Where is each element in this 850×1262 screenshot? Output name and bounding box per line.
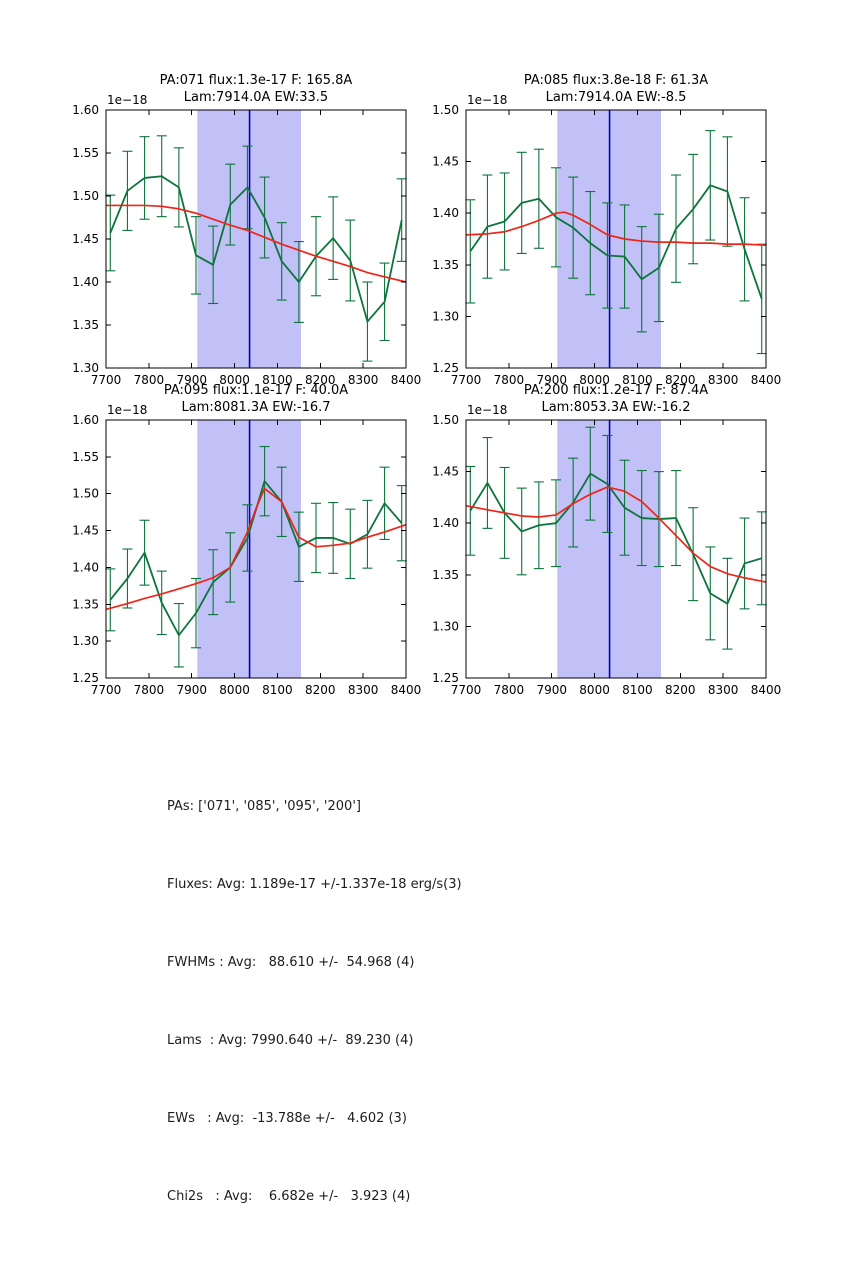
plot-title-line1: PA:071 flux:1.3e-17 F: 165.8A: [159, 73, 353, 88]
x-tick-label: 8000: [219, 373, 250, 387]
y-tick-label: 1.45: [432, 154, 459, 169]
y-tick-label: 1.30: [72, 361, 99, 375]
x-tick-label: 7700: [450, 373, 482, 387]
y-tick-label: 1.50: [432, 103, 459, 117]
y-tick-label: 1.25: [432, 671, 459, 685]
x-tick-label: 8300: [347, 683, 379, 697]
y-tick-label: 1.35: [432, 257, 459, 272]
y-tick-label: 1.30: [432, 309, 459, 324]
x-tick-label: 8000: [579, 373, 610, 387]
x-tick-label: 8400: [750, 683, 782, 697]
y-tick-label: 1.35: [72, 597, 99, 612]
x-tick-label: 8300: [707, 683, 739, 697]
y-tick-label: 1.50: [72, 189, 99, 203]
x-tick-label: 7800: [133, 683, 165, 697]
y-tick-label: 1.40: [432, 516, 459, 531]
x-tick-label: 8200: [665, 373, 696, 387]
plot-title-line2: Lam:8081.3A EW:-16.7: [181, 400, 331, 415]
plot-area: [406, 62, 786, 396]
x-tick-label: 8200: [665, 683, 696, 697]
plot-pa071: [46, 62, 426, 396]
summary-line-pas: PAs: ['071', '085', '095', '200']: [167, 799, 361, 814]
x-tick-label: 7800: [493, 373, 525, 387]
x-tick-label: 8100: [262, 683, 293, 697]
summary-line-ews: EWs : Avg: -13.788e +/- 4.602 (3): [167, 1111, 407, 1126]
x-tick-label: 7900: [176, 683, 207, 697]
x-tick-label: 8000: [219, 683, 250, 697]
y-tick-label: 1.55: [72, 449, 99, 464]
x-tick-label: 8400: [390, 683, 422, 697]
x-tick-label: 8100: [622, 373, 653, 387]
x-tick-label: 7800: [133, 373, 165, 387]
plot-area: [406, 372, 786, 706]
x-tick-label: 8100: [622, 683, 653, 697]
x-tick-label: 8300: [347, 373, 379, 387]
y-tick-label: 1.60: [72, 413, 99, 427]
y-tick-label: 1.45: [72, 232, 99, 246]
y-tick-label: 1.40: [72, 560, 99, 575]
plot-title-line1: PA:095 flux:1.1e-17 F: 40.0A: [163, 383, 349, 398]
x-tick-label: 7900: [536, 373, 567, 387]
plot-pa085: [406, 62, 786, 396]
plot-area: [46, 372, 426, 706]
plot-title-line2: Lam:8053.3A EW:-16.2: [541, 400, 691, 415]
x-tick-label: 8400: [750, 373, 782, 387]
x-tick-label: 7800: [493, 683, 525, 697]
y-tick-label: 1.25: [432, 361, 459, 375]
plot-pa095: [46, 372, 426, 706]
y-tick-label: 1.60: [72, 103, 99, 117]
plot-title-line1: PA:200 flux:1.2e-17 F: 87.4A: [523, 383, 709, 398]
summary-block: [167, 742, 462, 1262]
x-tick-label: 8000: [579, 683, 610, 697]
y-tick-label: 1.25: [72, 671, 99, 685]
y-axis-offset-label: 1e−18: [467, 93, 508, 107]
x-tick-label: 7900: [536, 683, 567, 697]
y-tick-label: 1.35: [72, 318, 99, 332]
y-tick-label: 1.40: [432, 206, 459, 221]
y-axis-offset-label: 1e−18: [467, 403, 508, 417]
plot-title-line2: Lam:7914.0A EW:-8.5: [545, 90, 687, 105]
x-tick-label: 7900: [176, 373, 207, 387]
x-tick-label: 8300: [707, 373, 739, 387]
y-tick-label: 1.55: [72, 146, 99, 160]
x-tick-label: 8100: [262, 373, 293, 387]
y-tick-label: 1.35: [432, 567, 459, 582]
summary-line-chi2s: Chi2s : Avg: 6.682e +/- 3.923 (4): [167, 1189, 411, 1204]
y-axis-offset-label: 1e−18: [107, 403, 148, 417]
y-tick-label: 1.45: [432, 464, 459, 479]
y-tick-label: 1.30: [72, 634, 99, 649]
summary-line-fluxes: Fluxes: Avg: 1.189e-17 +/-1.337e-18 erg/s(3): [167, 877, 462, 892]
x-tick-label: 7700: [450, 683, 482, 697]
y-axis-offset-label: 1e−18: [107, 93, 148, 107]
y-tick-label: 1.50: [432, 413, 459, 427]
x-tick-label: 7700: [90, 373, 122, 387]
plot-title-line1: PA:085 flux:3.8e-18 F: 61.3A: [523, 73, 709, 88]
x-tick-label: 7700: [90, 683, 122, 697]
y-tick-label: 1.45: [72, 523, 99, 538]
plot-pa200: [406, 372, 786, 706]
x-tick-label: 8200: [305, 373, 336, 387]
plot-title-line2: Lam:7914.0A EW:33.5: [183, 90, 329, 105]
summary-line-lams: Lams : Avg: 7990.640 +/- 89.230 (4): [167, 1033, 414, 1048]
x-tick-label: 8400: [390, 373, 422, 387]
y-tick-label: 1.50: [72, 486, 99, 501]
x-tick-label: 8200: [305, 683, 336, 697]
plot-area: [46, 62, 426, 396]
y-tick-label: 1.40: [72, 275, 99, 289]
summary-line-fwhms: FWHMs : Avg: 88.610 +/- 54.968 (4): [167, 955, 415, 970]
y-tick-label: 1.30: [432, 619, 459, 634]
